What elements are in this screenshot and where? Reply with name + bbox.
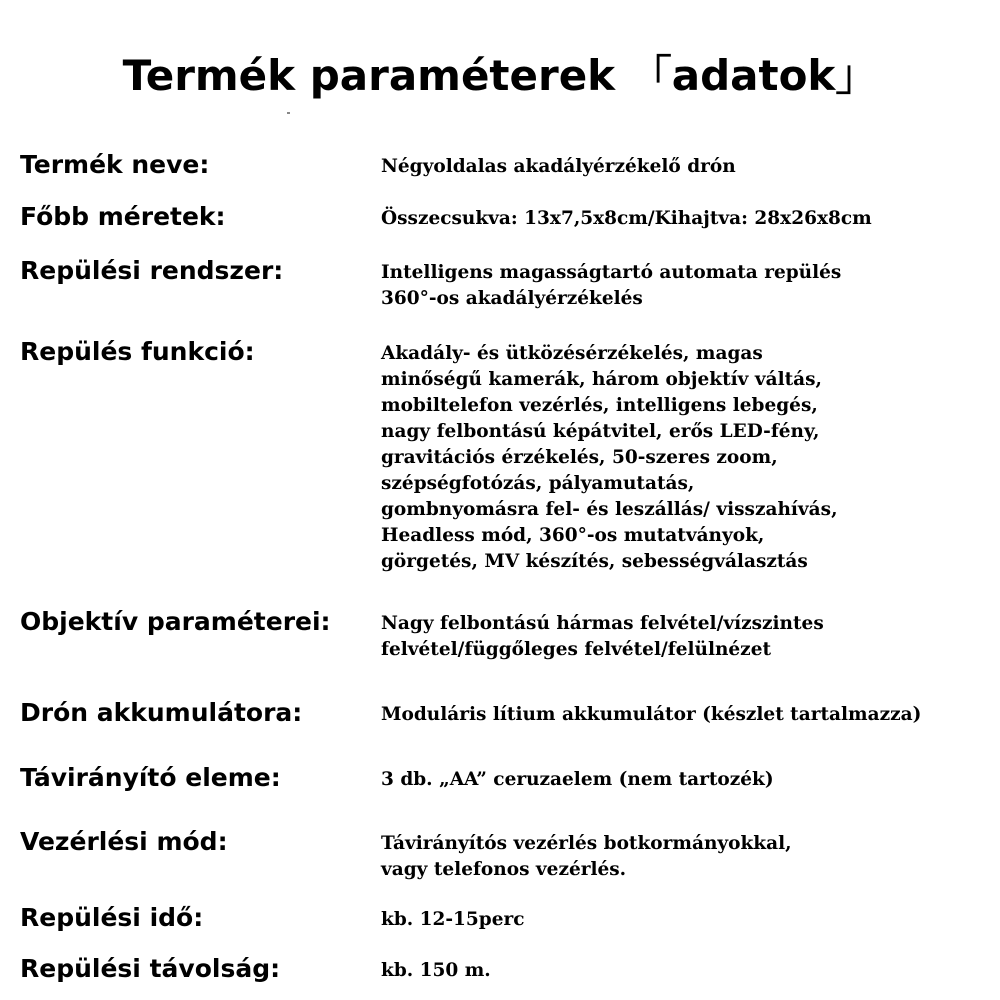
spec-value	[381, 767, 991, 793]
page-title: Termék paraméterek 「adatok」	[122, 51, 878, 100]
spec-value-line: 3 db. „AA” ceruzaelem (nem tartozék)	[381, 769, 774, 790]
spec-value-line: Intelligens magasságtartó automata repülés	[381, 262, 842, 283]
spec-value	[381, 907, 991, 933]
spec-value	[381, 611, 991, 663]
spec-value-line: gravitációs érzékelés, 50-szeres zoom,	[381, 447, 778, 468]
spec-value-line: Akadály- és ütközésérzékelés, magas	[381, 343, 763, 364]
spec-value-line: felvétel/függőleges felvétel/felülnézet	[381, 639, 772, 660]
spec-value	[381, 206, 991, 232]
spec-label: Objektív paraméterei:	[20, 607, 331, 636]
spec-value	[381, 702, 991, 728]
spec-value-line: Moduláris lítium akkumulátor (készlet tartalmazza)	[381, 704, 922, 725]
spec-label: Repülési rendszer:	[20, 256, 284, 285]
spec-value-line: minőségű kamerák, három objektív váltás,	[381, 369, 823, 390]
spec-value-line: görgetés, MV készítés, sebességválasztás	[381, 551, 808, 572]
spec-value-line: 360°-os akadályérzékelés	[381, 288, 643, 309]
spec-value-line: szépségfotózás, pályamutatás,	[381, 473, 695, 494]
spec-label: Termék neve:	[20, 150, 210, 179]
spec-label: Repülési távolság:	[20, 954, 281, 983]
spec-value	[381, 154, 991, 180]
spec-value-line: vagy telefonos vezérlés.	[381, 859, 627, 880]
spec-label: Repülés funkció:	[20, 337, 255, 366]
spec-label: Repülési idő:	[20, 903, 204, 932]
spec-value-line: Összecsukva: 13x7,5x8cm/Kihajtva: 28x26x8cm	[381, 208, 872, 229]
spec-value-line: kb. 150 m.	[381, 960, 491, 981]
spec-value-line: Nagy felbontású hármas felvétel/vízszintes	[381, 613, 824, 634]
spec-label: Távirányító eleme:	[20, 763, 281, 792]
spec-value-line: nagy felbontású képátvitel, erős LED-fény,	[381, 421, 820, 442]
spec-value	[381, 831, 991, 883]
spec-label: Drón akkumulátora:	[20, 698, 303, 727]
spec-value	[381, 260, 991, 312]
spec-value-line: Távirányítós vezérlés botkormányokkal,	[381, 833, 792, 854]
spec-value	[381, 341, 991, 575]
spec-value-line: mobiltelefon vezérlés, intelligens lebegés,	[381, 395, 818, 416]
spec-value	[381, 958, 991, 984]
spec-value-line: Headless mód, 360°-os mutatványok,	[381, 525, 765, 546]
decorative-dot	[287, 112, 290, 114]
spec-value-line: Négyoldalas akadályérzékelő drón	[381, 156, 736, 177]
spec-value-line: gombnyomásra fel- és leszállás/ visszahívás,	[381, 499, 838, 520]
spec-label: Vezérlési mód:	[20, 827, 228, 856]
spec-label: Főbb méretek:	[20, 202, 226, 231]
spec-value-line: kb. 12-15perc	[381, 909, 525, 930]
